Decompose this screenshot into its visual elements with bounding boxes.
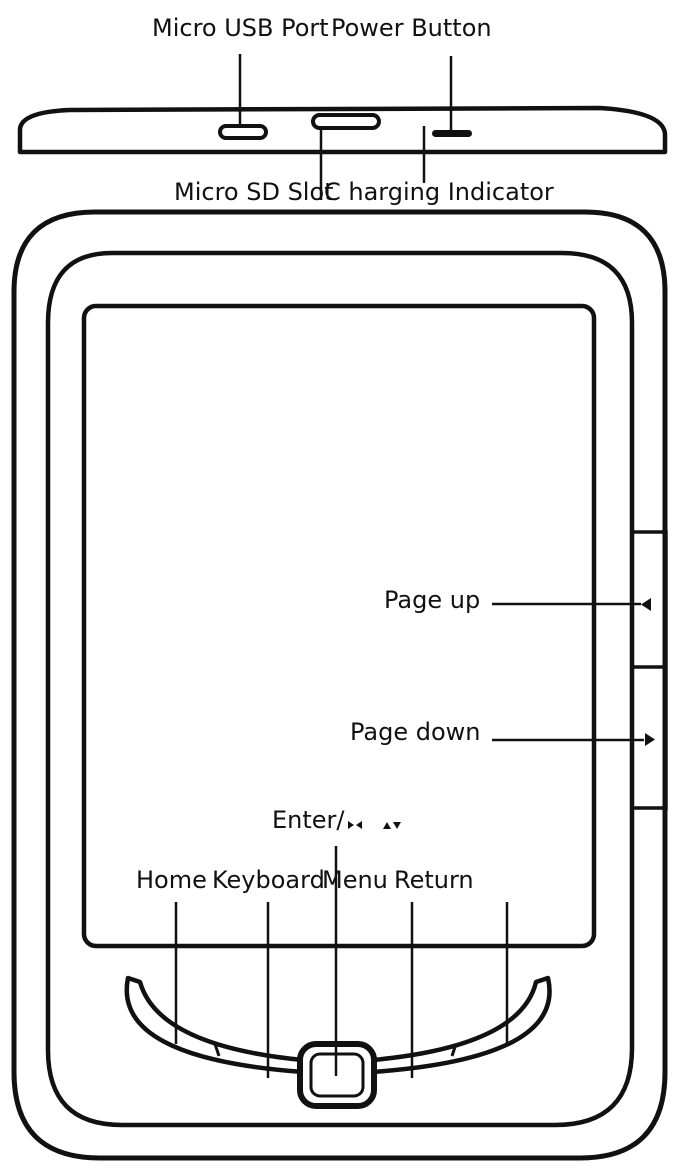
menu-label: Menu	[322, 866, 388, 894]
keyboard-label: Keyboard	[212, 866, 325, 894]
side-page-buttons	[632, 532, 666, 808]
home-label: Home	[136, 866, 207, 894]
enter-label: Enter/	[272, 806, 345, 834]
device-bezel	[48, 253, 632, 1125]
micro-usb-port	[220, 126, 266, 138]
micro-sd-slot	[313, 115, 379, 128]
screen	[84, 306, 594, 946]
direction-arrows-icon	[348, 821, 401, 829]
page-up-arrow-icon	[641, 598, 651, 611]
charging-indicator-label: C harging Indicator	[324, 178, 554, 206]
page-down-arrow-icon	[645, 733, 655, 746]
return-label: Return	[394, 866, 474, 894]
power-button	[432, 130, 472, 137]
power-button-label: Power Button	[331, 14, 492, 42]
page-down-label: Page down	[350, 718, 481, 746]
side-leader-lines	[492, 604, 644, 740]
device-body	[14, 212, 665, 1158]
micro-usb-port-label: Micro USB Port	[152, 14, 329, 42]
micro-sd-slot-label: Micro SD Slot	[174, 178, 334, 206]
page-up-label: Page up	[384, 586, 481, 614]
